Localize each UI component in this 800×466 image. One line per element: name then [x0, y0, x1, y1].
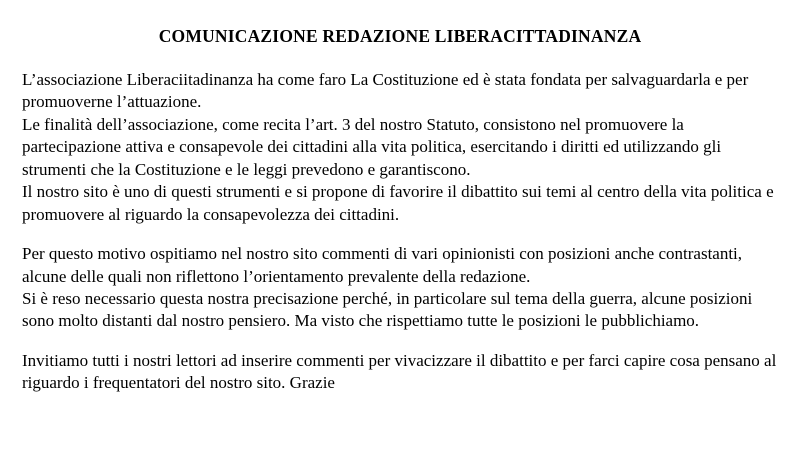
paragraph-5: Si è reso necessario questa nostra precisazione perché, in particolare sul tema della guerra, alcune posizioni sono molto distanti dal nostro pensiero. Ma visto che rispettiamo tutte le posizioni le pubblichiamo. — [22, 288, 753, 331]
paragraph-2: Le finalità dell’associazione, come recita l’art. 3 del nostro Statuto, consistono nel promuovere la partecipazione attiva e consapevole dei cittadini alla vita politica, esercitando i diritti ed utilizzando gli strumenti che la Costituzione e le leggi prevedono e garantiscono. — [22, 114, 722, 179]
paragraph-3: Il nostro sito è uno di questi strumenti e si propone di favorire il dibattito sui temi al centro della vita politica e promuovere al riguardo la consapevolezza dei cittadini. — [22, 182, 774, 224]
paragraph-spacer-2 — [22, 333, 778, 350]
paragraph-1: L’associazione Liberaciitadinanza ha come faro La Costituzione ed è stata fondata per salvaguardarla e per promuoverne l’attuazione. — [22, 70, 749, 112]
page-title: COMUNICAZIONE REDAZIONE LIBERACITTADINANZA — [158, 26, 642, 46]
paragraph-spacer-1 — [22, 226, 778, 243]
paragraph-6: Invitiamo tutti i nostri lettori ad inserire commenti per vivacizzare il dibattito e per farci capire cosa pensano al riguardo i frequentatori del nostro sito. Grazie — [22, 350, 777, 393]
paragraph-4: Per questo motivo ospitiamo nel nostro sito commenti di vari opinionisti con posizioni anche contrastanti, alcune delle quali non riflettono l’orientamento prevalente della redazione. — [22, 244, 743, 286]
